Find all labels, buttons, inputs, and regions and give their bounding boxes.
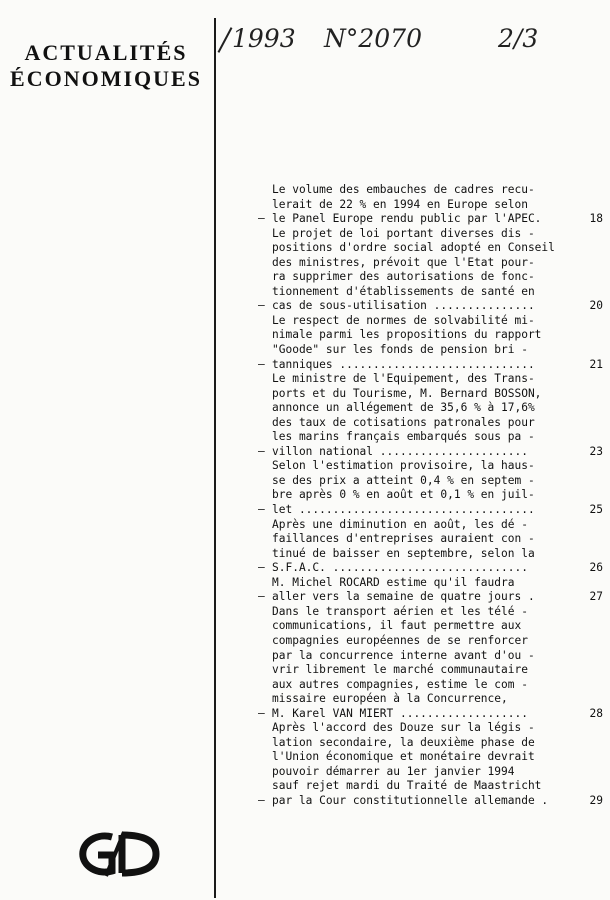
entry-dash: – — [258, 212, 265, 226]
entry-line: sauf rejet mardi du Traité de Maastricht — [272, 779, 542, 793]
entry-line: nimale parmi les propositions du rapport — [272, 328, 542, 342]
entry-line: aux autres compagnies, estime le com - — [272, 677, 528, 691]
entry-dash: – — [258, 444, 265, 458]
entry-line: cas de sous-utilisation ............... — [272, 299, 535, 313]
entry-line: ra supprimer des autorisations de fonc- — [272, 270, 535, 284]
table-of-contents — [258, 183, 603, 809]
entry-line: ports et du Tourisme, M. Bernard BOSSON, — [272, 386, 542, 400]
entry-line: des taux de cotisations patronales pour — [272, 415, 535, 429]
toc-entry — [258, 576, 603, 605]
entry-line: villon national ...................... — [272, 444, 528, 458]
entry-line: par la Cour constitutionnelle allemande . — [272, 793, 549, 807]
entry-text — [272, 314, 564, 372]
entry-line: Le respect de normes de solvabilité mi- — [272, 313, 535, 327]
handwritten-annotation — [232, 18, 572, 62]
entry-line: missaire européen à la Concurrence, — [272, 692, 508, 706]
toc-entry — [258, 372, 603, 459]
entry-page-number: 20 — [589, 299, 603, 313]
entry-line: des ministres, prévoit que l'Etat pour- — [272, 255, 535, 269]
entry-line: annonce un allégement de 35,6 % à 17,6% — [272, 401, 535, 415]
entry-text — [272, 576, 564, 605]
entry-dash: – — [258, 299, 265, 313]
entry-line: communications, il faut permettre aux — [272, 619, 522, 633]
entry-line: bre après 0 % en août et 0,1 % en juil- — [272, 488, 535, 502]
entry-line: Le projet de loi portant diverses dis - — [272, 226, 535, 240]
entry-line: tanniques ............................. — [272, 357, 535, 371]
entry-dash: – — [258, 357, 265, 371]
entry-line: aller vers la semaine de quatre jours . — [272, 590, 535, 604]
entry-line: par la concurrence interne avant d'ou - — [272, 648, 535, 662]
vertical-divider — [214, 18, 216, 898]
entry-dash: – — [258, 503, 265, 517]
entry-text — [272, 721, 564, 808]
entry-line: vrir librement le marché communautaire — [272, 663, 528, 677]
entry-page-number: 23 — [589, 444, 603, 458]
entry-line: M. Michel ROCARD estime qu'il faudra — [272, 575, 515, 589]
gd-logo-icon — [66, 828, 162, 880]
entry-page-number: 29 — [589, 793, 603, 807]
title-line-1: ACTUALITÉS — [24, 40, 188, 65]
entry-line: Dans le transport aérien et les télé - — [272, 604, 528, 618]
toc-entry — [258, 459, 603, 517]
entry-dash: – — [258, 793, 265, 807]
entry-text — [272, 183, 564, 227]
entry-line: positions d'ordre social adopté en Conseil — [272, 241, 555, 255]
entry-dash: – — [258, 706, 265, 720]
title-line-2: ÉCONOMIQUES — [10, 66, 202, 91]
entry-page-number: 26 — [589, 561, 603, 575]
entry-line: pouvoir démarrer au 1er janvier 1994 — [272, 764, 515, 778]
toc-entry — [258, 183, 603, 227]
entry-line: S.F.A.C. ............................. — [272, 561, 528, 575]
toc-entry — [258, 227, 603, 314]
entry-page-number: 28 — [589, 706, 603, 720]
toc-entry — [258, 605, 603, 721]
handwritten-issue-number: N°2070 — [324, 24, 422, 53]
toc-entry — [258, 314, 603, 372]
entry-text — [272, 372, 564, 459]
entry-line: les marins français embarqués sous pa - — [272, 430, 535, 444]
entry-page-number: 27 — [589, 590, 603, 604]
entry-text — [272, 518, 564, 576]
publication-title — [0, 40, 212, 92]
entry-dash: – — [258, 590, 265, 604]
entry-line: faillances d'entreprises auraient con - — [272, 532, 535, 546]
publisher-logo — [66, 828, 162, 880]
entry-line: l'Union économique et monétaire devrait — [272, 750, 535, 764]
entry-line: let ................................... — [272, 503, 535, 517]
entry-line: lerait de 22 % en 1994 en Europe selon — [272, 197, 528, 211]
entry-line: lation secondaire, la deuxième phase de — [272, 735, 535, 749]
entry-line: Selon l'estimation provisoire, la haus- — [272, 459, 535, 473]
entry-line: tinué de baisser en septembre, selon la — [272, 546, 535, 560]
entry-line: Après l'accord des Douze sur la légis - — [272, 721, 535, 735]
entry-line: le Panel Europe rendu public par l'APEC. — [272, 212, 542, 226]
entry-text — [272, 605, 564, 721]
entry-line: se des prix a atteint 0,4 % en septem - — [272, 473, 535, 487]
entry-line: Après une diminution en août, les dé - — [272, 517, 528, 531]
entry-page-number: 25 — [589, 503, 603, 517]
entry-line: M. Karel VAN MIERT ................... — [272, 706, 528, 720]
handwritten-year: 1993 — [232, 24, 296, 53]
entry-line: tionnement d'établissements de santé en — [272, 284, 535, 298]
entry-line: "Goode" sur les fonds de pension bri - — [272, 343, 528, 357]
entry-line: Le ministre de l'Equipement, des Trans- — [272, 372, 535, 386]
handwritten-page: 2/3 — [498, 24, 539, 53]
entry-text — [272, 459, 564, 517]
entry-line: Le volume des embauches de cadres recu- — [272, 183, 535, 196]
toc-entry — [258, 518, 603, 576]
entry-text — [272, 227, 564, 314]
entry-page-number: 18 — [589, 212, 603, 226]
entry-dash: – — [258, 561, 265, 575]
toc-entry — [258, 721, 603, 808]
entry-page-number: 21 — [589, 357, 603, 371]
entry-line: compagnies européennes de se renforcer — [272, 633, 528, 647]
